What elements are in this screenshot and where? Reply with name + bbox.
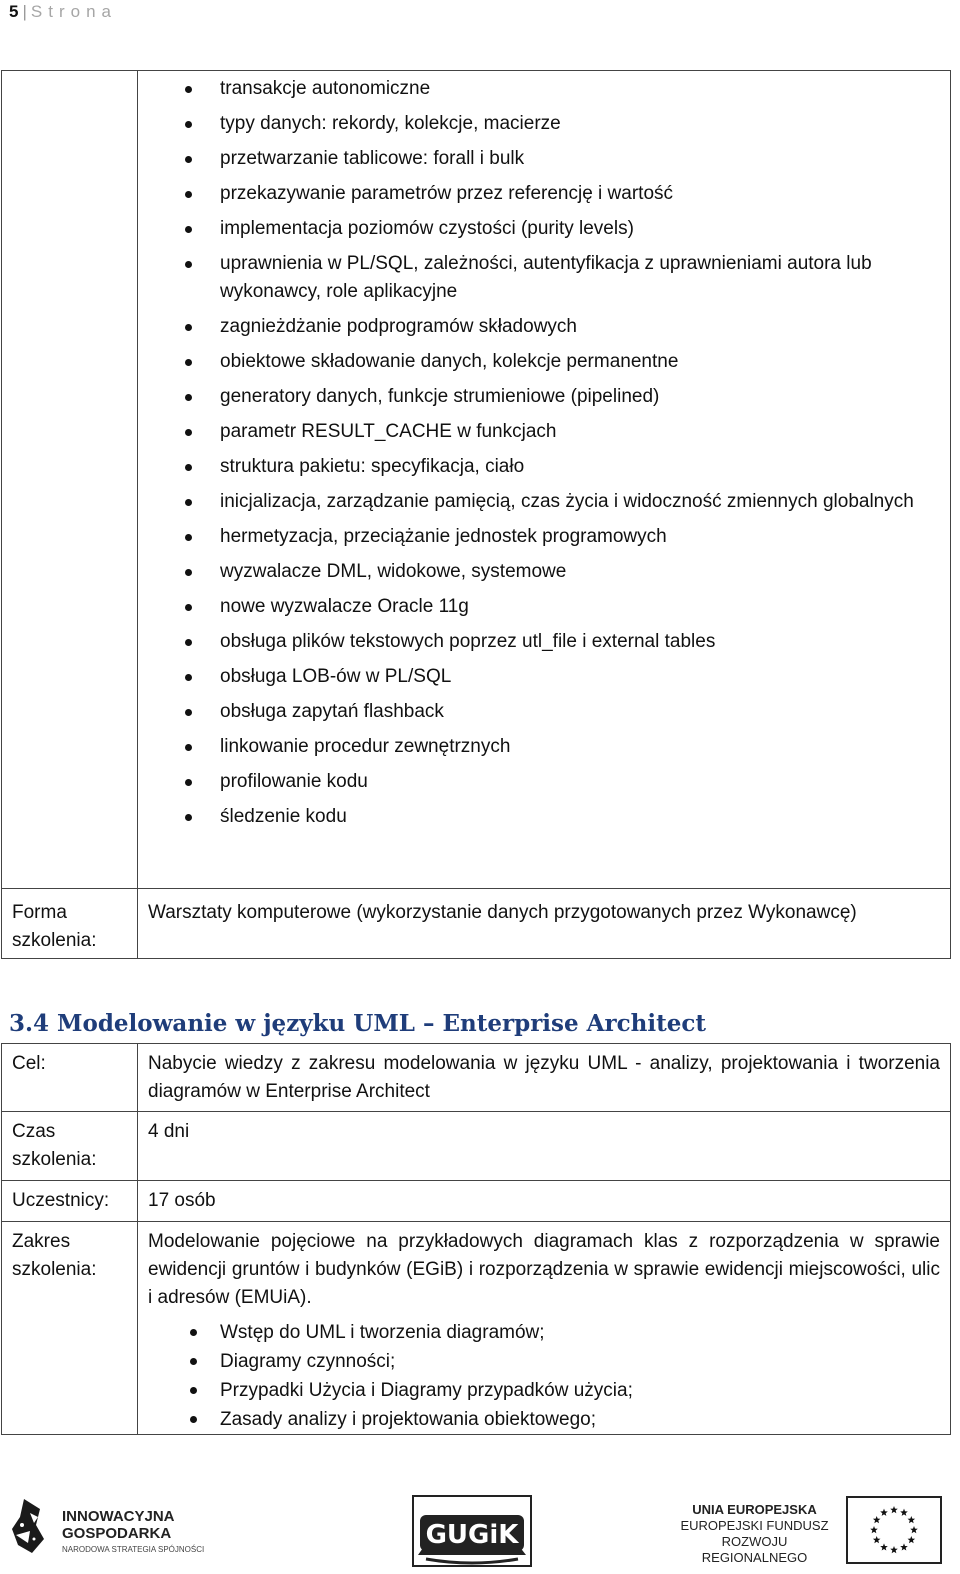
list-item: obiektowe składowanie danych, kolekcje permanentne: [148, 348, 940, 376]
form-value: Warsztaty komputerowe (wykorzystanie danych przygotowanych przez Wykonawcę): [138, 889, 951, 959]
list-item: przekazywanie parametrów przez referencję i wartość: [148, 180, 940, 208]
eu-flag-icon: [846, 1496, 942, 1564]
duration-label: Czas szkolenia:: [2, 1112, 138, 1181]
list-item: typy danych: rekordy, kolekcje, macierze: [148, 110, 940, 138]
list-item: struktura pakietu: specyfikacja, ciało: [148, 453, 940, 481]
list-item: nowe wyzwalacze Oracle 11g: [148, 593, 940, 621]
ig-emblem-icon: [10, 1495, 210, 1557]
eu-star: [908, 1516, 916, 1523]
eu-star: [890, 1506, 898, 1513]
gugik-logo: [412, 1495, 532, 1567]
topics-list: [148, 75, 940, 831]
eu-star: [873, 1516, 881, 1523]
ue-line3: ROZWOJU REGIONALNEGO: [701, 1534, 808, 1565]
eu-star: [900, 1509, 908, 1516]
scope-label: Zakres szkolenia:: [2, 1222, 138, 1435]
page-word: Strona: [30, 2, 117, 21]
list-item: śledzenie kodu: [148, 803, 940, 831]
list-item: parametr RESULT_CACHE w funkcjach: [148, 418, 940, 446]
ig-line1: INNOWACYJNA: [62, 1508, 175, 1525]
duration-value: 4 dni: [138, 1112, 951, 1181]
eu-star: [890, 1546, 898, 1553]
list-item: obsługa plików tekstowych poprzez utl_file i external tables: [148, 628, 940, 656]
scope-cell: [138, 1222, 951, 1435]
goal-value: Nabycie wiedzy z zakresu modelowania w języku UML - analizy, projektowania i tworzenia diagramów w Enterprise Architect: [138, 1044, 951, 1112]
goal-label: Cel:: [2, 1044, 138, 1112]
page-number: 5: [9, 2, 19, 21]
list-item: implementacja poziomów czystości (purity levels): [148, 215, 940, 243]
course-table-uml: [1, 1043, 951, 1435]
eu-star: [908, 1536, 916, 1543]
list-item: uprawnienia w PL/SQL, zależności, autentyfikacja z uprawnieniami autora lub wykonawcy, role aplikacyjne: [148, 250, 940, 306]
list-item: przetwarzanie tablicowe: forall i bulk: [148, 145, 940, 173]
list-item: linkowanie procedur zewnętrznych: [148, 733, 940, 761]
ig-line3: NARODOWA STRATEGIA SPÓJNOŚCI: [62, 1545, 205, 1554]
list-item: profilowanie kodu: [148, 768, 940, 796]
list-item: Przypadki Użycia i Diagramy przypadków użycia;: [148, 1376, 940, 1405]
gugik-text: GUGiK: [425, 1520, 519, 1550]
gugik-emblem-icon: [412, 1495, 532, 1567]
eu-star: [900, 1543, 908, 1550]
list-item: hermetyzacja, przeciążanie jednostek programowych: [148, 523, 940, 551]
section-title: Modelowanie w języku UML – Enterprise Architect: [57, 1010, 706, 1037]
scope-list: [148, 1318, 940, 1434]
course-table-previous: [1, 70, 951, 959]
eu-star: [880, 1509, 888, 1516]
ue-line2: EUROPEJSKI FUNDUSZ: [680, 1518, 829, 1533]
footer-logos: [0, 1490, 960, 1574]
ue-text-block: [672, 1502, 837, 1566]
participants-value: 17 osób: [138, 1181, 951, 1222]
section-heading: [9, 1007, 706, 1041]
topics-cell: [138, 71, 951, 889]
eu-star: [870, 1526, 878, 1533]
empty-label-cell: [2, 71, 138, 889]
list-item: generatory danych, funkcje strumieniowe (pipelined): [148, 383, 940, 411]
page-header: [9, 0, 117, 24]
innowacyjna-gospodarka-logo: [10, 1495, 210, 1557]
participants-label: Uczestnicy:: [2, 1181, 138, 1222]
list-item: Zasady analizy i projektowania obiektowego;: [148, 1405, 940, 1434]
list-item: inicjalizacja, zarządzanie pamięcią, czas życia i widoczność zmiennych globalnych: [148, 488, 940, 516]
list-item: obsługa LOB-ów w PL/SQL: [148, 663, 940, 691]
eu-star: [880, 1543, 888, 1550]
ue-line1: UNIA EUROPEJSKA: [692, 1502, 817, 1517]
list-item: zagnieżdżanie podprogramów składowych: [148, 313, 940, 341]
list-item: obsługa zapytań flashback: [148, 698, 940, 726]
eu-stars-icon: [848, 1498, 940, 1562]
list-item: Wstęp do UML i tworzenia diagramów;: [148, 1318, 940, 1347]
form-label: Forma szkolenia:: [2, 889, 138, 959]
eu-star: [873, 1536, 881, 1543]
list-item: transakcje autonomiczne: [148, 75, 940, 103]
page-separator: |: [22, 2, 27, 21]
list-item: wyzwalacze DML, widokowe, systemowe: [148, 558, 940, 586]
section-number: 3.4: [9, 1010, 50, 1037]
scope-intro: Modelowanie pojęciowe na przykładowych diagramach klas z rozporządzenia w sprawie ewidencji gruntów i budynków (EGiB) i rozporządzenia w sprawie ewidencji miejscowości, ulic i adresów (EMUiA).: [148, 1231, 940, 1308]
ig-line2: GOSPODARKA: [62, 1525, 172, 1542]
list-item: Diagramy czynności;: [148, 1347, 940, 1376]
eu-star: [910, 1526, 918, 1533]
